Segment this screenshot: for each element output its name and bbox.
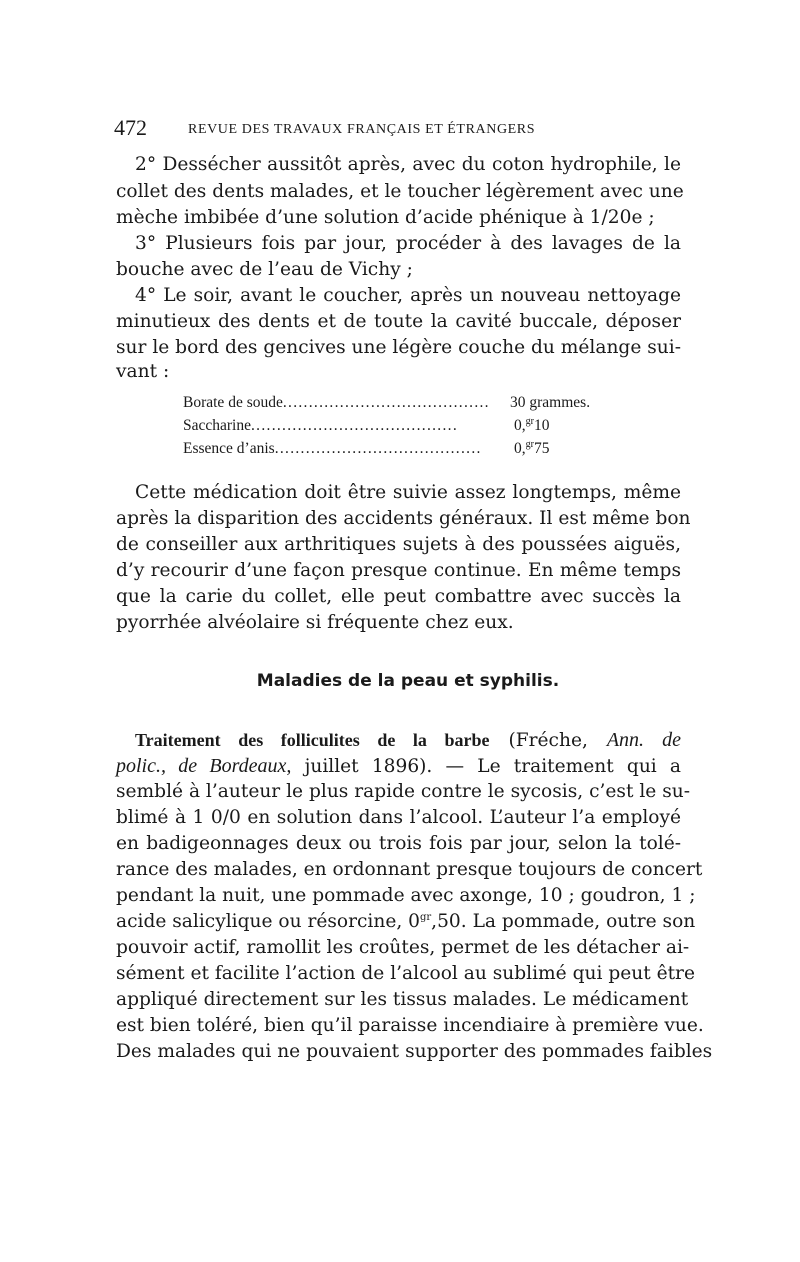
- recipe-row: [0, 393, 800, 413]
- text-line: 3° Plusieurs fois par jour, procéder à des lavages de la: [135, 233, 681, 254]
- article-title: Traitement des folliculites de la barbe: [135, 730, 490, 750]
- text-line: de conseiller aux arthritiques sujets à des poussées aiguës,: [116, 534, 681, 555]
- recipe-quantity: 0,$^{gr}$10: [514, 415, 550, 434]
- text-line: vant :: [116, 361, 170, 382]
- page-header: [114, 114, 686, 144]
- text-line: est bien toléré, bien qu’il paraisse incendiaire à première vue.: [116, 1015, 704, 1036]
- text-line: pendant la nuit, une pommade avec axonge, 10 ; goudron, 1 ;: [116, 885, 696, 906]
- recipe-ingredient: Borate de soude........................................: [183, 394, 490, 411]
- reference-close: juillet 1896). — Le traitement qui a: [291, 756, 681, 777]
- text-line: sément et facilite l’action de l’alcool au sublimé qui peut être: [116, 963, 695, 984]
- text-line: collet des dents malades, et le toucher légèrement avec une: [116, 181, 684, 202]
- text-line: après la disparition des accidents généraux. Il est même bon: [116, 508, 691, 529]
- text-line: mèche imbibée d’une solution d’acide phénique à 1/20e ;: [116, 207, 655, 228]
- text-line: 2° Dessécher aussitôt après, avec du coton hydrophile, le: [135, 154, 681, 175]
- text-line: pyorrhée alvéolaire si fréquente chez eux.: [116, 612, 514, 633]
- text-line: d’y recourir d’une façon presque continue. En même temps: [116, 560, 681, 581]
- text-line: que la carie du collet, elle peut combattre avec succès la: [116, 586, 681, 607]
- text-line: rance des malades, en ordonnant presque toujours de concert: [116, 859, 703, 880]
- running-title: REVUE DES TRAVAUX FRANÇAIS ET ÉTRANGERS: [188, 122, 536, 137]
- text-line: 4° Le soir, avant le coucher, après un nouveau nettoyage: [135, 285, 681, 306]
- text-line: minutieux des dents et de toute la cavité buccale, déposer: [116, 311, 681, 332]
- section-title: Maladies de la peau et syphilis.: [256, 671, 560, 691]
- recipe-ingredient: Saccharine........................................: [183, 417, 458, 434]
- recipe-ingredient: Essence d’anis........................................: [183, 440, 482, 457]
- text-line: sur le bord des gencives une légère couche du mélange sui-: [116, 337, 681, 358]
- text-line: en badigeonnages deux ou trois fois par jour, selon la tolé-: [116, 833, 681, 854]
- recipe-quantity: 30 grammes.: [510, 394, 591, 411]
- text-line: blimé à 1 0/0 en solution dans l’alcool. L’auteur l’a employé: [116, 807, 681, 828]
- recipe-quantity: 0,$^{gr}$75: [514, 438, 550, 457]
- text-line: semblé à l’auteur le plus rapide contre le sycosis, c’est le su-: [116, 781, 691, 802]
- article-reference-line: [116, 754, 681, 779]
- reference-journal: polic., de Bordeaux,: [116, 755, 292, 777]
- text-line: Des malades qui ne pouvaient supporter des pommades faibles: [116, 1041, 713, 1062]
- recipe-row: [0, 416, 800, 436]
- text-line: acide salicylique ou résorcine, $0^{gr},50$. La pommade, outre son: [116, 911, 696, 932]
- text-line: pouvoir actif, ramollit les croûtes, permet de les détacher ai-: [116, 937, 690, 958]
- page-number: 472: [114, 115, 147, 140]
- reference-open: (Fréche,: [489, 730, 607, 751]
- text-line: bouche avec de l’eau de Vichy ;: [116, 259, 413, 280]
- recipe-row: [0, 439, 800, 459]
- article-first-line: [135, 728, 681, 753]
- text-line: appliqué directement sur les tissus malades. Le médicament: [116, 989, 689, 1010]
- text-line: Cette médication doit être suivie assez longtemps, même: [135, 482, 681, 503]
- reference-journal: Ann. de: [606, 729, 682, 751]
